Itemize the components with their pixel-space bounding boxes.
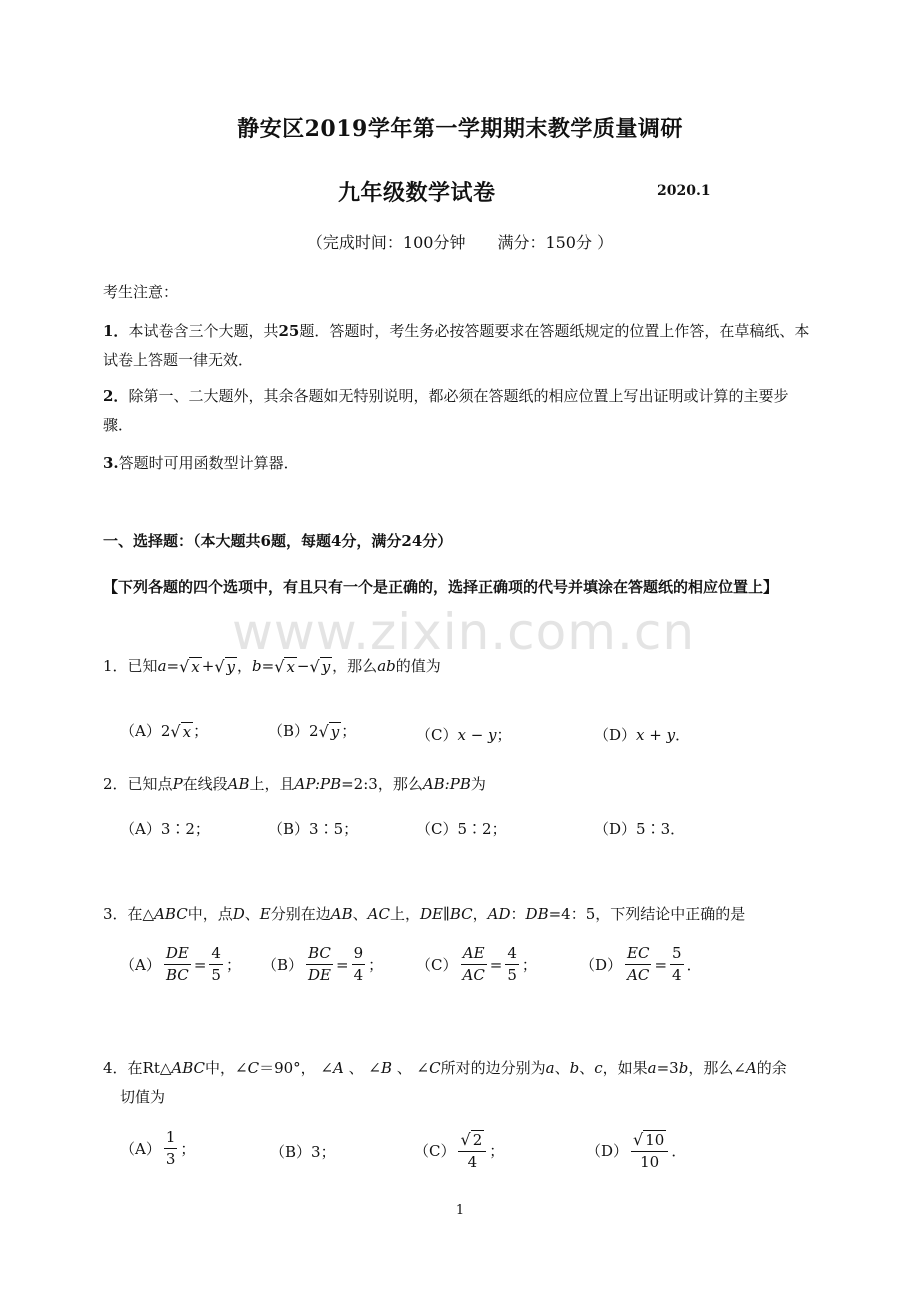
q2-number: 2． bbox=[103, 775, 128, 793]
q4-angle-c: C bbox=[247, 1059, 260, 1077]
q3-option-a-eq: = bbox=[193, 955, 207, 974]
q3-side-ab: AB bbox=[330, 905, 353, 923]
q3-option-d[interactable] bbox=[580, 944, 702, 985]
q3-option-c-numerator: AE bbox=[461, 944, 487, 965]
q3-option-b-denominator: DE bbox=[308, 966, 332, 984]
q3-option-b-numerator: BC bbox=[306, 944, 333, 965]
q4-option-b[interactable]: （B）3； bbox=[270, 1143, 336, 1161]
q1-number: 1． bbox=[103, 657, 128, 675]
q1-option-a-end: ； bbox=[193, 722, 209, 740]
q4-option-d-numerator bbox=[631, 1128, 668, 1152]
exam-title: 静安区2019学年第一学期期末教学质量调研 bbox=[237, 116, 683, 142]
q1-var-a: a bbox=[157, 656, 167, 675]
section-1-heading: 一、选择题：（本大题共6题，每题4分，满分24分） bbox=[103, 532, 453, 550]
q4-angle-a2: A bbox=[745, 1059, 757, 1077]
q3-option-a-ratio-den: 5 bbox=[211, 966, 221, 984]
q4-angle-b: B bbox=[380, 1059, 393, 1077]
q1-sqrt-x-2: √ x bbox=[274, 657, 295, 676]
q4-option-c-fraction bbox=[458, 1128, 486, 1172]
q4-option-c-sqrt: √ 2 bbox=[460, 1130, 483, 1149]
q3-option-b-end: ； bbox=[368, 956, 384, 974]
q3-option-d-label: （D） bbox=[580, 956, 623, 974]
q3-text-e: ， bbox=[472, 905, 488, 923]
q4-text-d: 所对的边分别为 bbox=[440, 1059, 546, 1077]
q1-option-c[interactable] bbox=[416, 724, 512, 745]
q4-option-d-end: ． bbox=[671, 1141, 687, 1160]
q1-sqrt-x-1: √ x bbox=[179, 657, 200, 676]
q4-option-d[interactable] bbox=[586, 1128, 686, 1172]
q4-option-d-denominator: 10 bbox=[640, 1153, 660, 1171]
q4-side-b: b bbox=[569, 1059, 580, 1077]
q3-option-b-ratio-den: 4 bbox=[353, 966, 364, 984]
q2-text-a: 已知点 bbox=[127, 775, 173, 793]
q3-ad: AD bbox=[487, 905, 511, 923]
q4-text-h: 的余 bbox=[756, 1059, 787, 1077]
q3-option-b-fraction bbox=[306, 944, 333, 985]
q4-option-c-label: （C） bbox=[414, 1141, 456, 1160]
q2-text-b: 在线段 bbox=[182, 775, 228, 793]
q2-option-d[interactable]: （D）5∶3． bbox=[594, 820, 686, 838]
q4-text-f: =3 bbox=[656, 1059, 679, 1077]
q4-option-d-sqrt: √ 10 bbox=[633, 1130, 665, 1149]
q4-sep-3: 、 bbox=[554, 1059, 570, 1077]
q1-plus: + bbox=[201, 656, 215, 675]
q4-cond-b: b bbox=[678, 1059, 689, 1077]
q1-sqrt-y-1: √ y bbox=[214, 657, 236, 676]
q1-sqrt-y-1-arg: y bbox=[226, 658, 236, 676]
q4-text-c: ＝90°， ∠ bbox=[259, 1059, 334, 1077]
q1-comma: ， bbox=[237, 657, 253, 675]
q2-ask: AB:PB bbox=[422, 775, 471, 793]
q4-text-a: 在Rt△ bbox=[127, 1059, 172, 1077]
notice-item-2 bbox=[103, 382, 818, 440]
q1-eq2: = bbox=[261, 656, 275, 675]
q4-option-c-denominator: 4 bbox=[467, 1153, 478, 1171]
notice-item-3-number: 3. bbox=[103, 454, 119, 472]
q4-option-a[interactable] bbox=[120, 1128, 195, 1169]
q4-angle-a: A bbox=[333, 1059, 344, 1077]
q3-option-d-ratio bbox=[670, 944, 684, 985]
q1-option-a[interactable] bbox=[120, 720, 208, 741]
q1-option-c-label: （C） bbox=[416, 726, 458, 744]
q4-option-d-fraction bbox=[631, 1128, 668, 1172]
q4-option-c[interactable] bbox=[414, 1128, 504, 1172]
q2-option-c[interactable]: （C）5∶2； bbox=[416, 820, 507, 838]
notice-item-1-text-a: 本试卷含三个大题，共 bbox=[128, 322, 279, 340]
exam-date: 2020.1 bbox=[657, 183, 711, 199]
q3-triangle: ABC bbox=[154, 905, 188, 923]
q3-option-c-end: ； bbox=[521, 956, 537, 974]
section-1-instruction: 【下列各题的四个选项中，有且只有一个是正确的，选择正确项的代号并填涂在答题纸的相应位置上】 bbox=[103, 578, 779, 596]
q1-option-d-end: ． bbox=[675, 726, 691, 744]
q3-sep-1: 、 bbox=[244, 905, 260, 923]
q1-sqrt-x-2-arg: x bbox=[286, 658, 295, 676]
q1-post-b: 的值为 bbox=[395, 657, 441, 675]
question-3 bbox=[103, 903, 745, 924]
q3-option-c-label: （C） bbox=[416, 956, 458, 974]
q3-option-a[interactable] bbox=[120, 944, 241, 985]
q4-text-b: 中，∠ bbox=[205, 1059, 248, 1077]
page-number: 1 bbox=[455, 1203, 465, 1218]
q3-option-b-label: （B） bbox=[262, 956, 304, 974]
q1-option-a-sqrt-arg: x bbox=[182, 723, 192, 741]
q3-option-d-denominator: AC bbox=[627, 966, 650, 984]
notice-item-1-text-b: 题．答题时，考生务必按答题要求在答题纸规定的位置上作答，在草稿纸、本试卷上答题一律无效． bbox=[103, 322, 810, 369]
q1-option-d[interactable] bbox=[594, 724, 690, 745]
q1-option-b-sqrt-arg: y bbox=[330, 723, 340, 741]
q4-option-d-label: （D） bbox=[586, 1141, 629, 1160]
q1-option-d-expr: x + y bbox=[636, 725, 676, 744]
q4-triangle: ABC bbox=[171, 1059, 206, 1077]
q1-sqrt-x-1-arg: x bbox=[191, 658, 200, 676]
notice-item-1-number: 1． bbox=[103, 322, 129, 340]
q3-option-a-fraction bbox=[164, 944, 191, 985]
q1-post-a: ，那么 bbox=[332, 657, 378, 675]
q4-option-c-sqrt-arg: 2 bbox=[472, 1131, 483, 1149]
q4-sep-4: 、 bbox=[579, 1059, 595, 1077]
q3-colon: ： bbox=[510, 905, 526, 923]
q3-option-d-ratio-den: 4 bbox=[672, 966, 682, 984]
q2-text-e: 为 bbox=[470, 775, 486, 793]
q1-var-ab: ab bbox=[377, 656, 396, 675]
q3-option-d-numerator: EC bbox=[625, 944, 651, 965]
q3-option-c-ratio bbox=[505, 944, 519, 985]
q3-option-d-eq: = bbox=[654, 955, 668, 974]
q3-text-c: 分别在边 bbox=[270, 905, 331, 923]
q4-text-g: ，那么∠ bbox=[688, 1059, 746, 1077]
q4-side-a: a bbox=[545, 1059, 555, 1077]
q2-text-d: =2:3，那么 bbox=[341, 775, 423, 793]
q4-sep-2: 、 ∠ bbox=[392, 1059, 430, 1077]
q3-number: 3． bbox=[103, 905, 128, 923]
q3-option-b-ratio bbox=[352, 944, 366, 985]
q4-angle-c2: C bbox=[429, 1059, 441, 1077]
q2-segment-ab: AB bbox=[227, 775, 250, 793]
q4-sep-1: 、 ∠ bbox=[343, 1059, 381, 1077]
q1-pre: 已知 bbox=[127, 657, 158, 675]
q3-option-a-ratio-num: 4 bbox=[209, 944, 223, 965]
watermark-text: www.zixin.com.cn bbox=[232, 603, 696, 661]
q3-option-c-ratio-num: 4 bbox=[505, 944, 519, 965]
q4-option-d-sqrt-arg: 10 bbox=[645, 1131, 665, 1149]
q3-option-d-fraction bbox=[625, 944, 651, 985]
q1-eq1: = bbox=[166, 656, 180, 675]
question-4 bbox=[103, 1057, 787, 1078]
q3-de: DE bbox=[419, 905, 443, 923]
q3-option-a-label: （A） bbox=[120, 956, 161, 974]
q1-option-c-end: ； bbox=[496, 726, 512, 744]
q4-option-c-end: ； bbox=[489, 1141, 505, 1160]
q4-option-a-numerator: 1 bbox=[164, 1128, 178, 1149]
q1-option-a-label: （A） bbox=[120, 722, 161, 740]
q3-option-a-ratio bbox=[209, 944, 223, 985]
q1-option-b-label: （B） bbox=[268, 722, 310, 740]
notice-item-1 bbox=[103, 317, 818, 375]
q3-side-ac: AC bbox=[367, 905, 390, 923]
q4-text-e: ，如果 bbox=[602, 1059, 648, 1077]
q3-option-c-fraction bbox=[460, 944, 486, 985]
q3-point-d: D bbox=[232, 905, 245, 923]
notice-item-3-text: 答题时可用函数型计算器． bbox=[118, 454, 299, 472]
q1-option-b[interactable] bbox=[268, 720, 356, 741]
q3-option-b-eq: = bbox=[336, 955, 349, 974]
q3-text-a: 在△ bbox=[127, 905, 155, 923]
q3-option-a-numerator: DE bbox=[164, 944, 191, 965]
q4-line-2: 切值为 bbox=[120, 1088, 166, 1106]
q3-option-a-denominator: BC bbox=[165, 966, 189, 984]
notice-item-1-bold: 25 bbox=[278, 322, 300, 340]
q1-var-b: b bbox=[252, 656, 262, 675]
notice-item-3 bbox=[103, 449, 818, 478]
q3-parallel: ∥ bbox=[442, 905, 450, 923]
q3-sep-2: 、 bbox=[352, 905, 368, 923]
q2-text-c: 上，且 bbox=[249, 775, 295, 793]
q2-ratio: AP:PB bbox=[294, 775, 342, 793]
q3-option-a-end: ； bbox=[225, 956, 241, 974]
q4-cond-a: a bbox=[647, 1059, 657, 1077]
q1-option-b-sqrt: √ y bbox=[318, 722, 340, 741]
q1-option-a-sqrt: √ x bbox=[170, 722, 192, 741]
q4-option-c-numerator bbox=[458, 1128, 486, 1152]
q1-option-b-end: ； bbox=[341, 722, 357, 740]
exam-info: （完成时间：100分钟 满分：150分 ） bbox=[306, 233, 614, 252]
q3-option-c[interactable] bbox=[416, 944, 537, 985]
q3-text-f: =4：5，下列结论中正确的是 bbox=[548, 905, 746, 923]
exam-subtitle: 九年级数学试卷 bbox=[338, 180, 496, 206]
q1-option-b-coef: 2 bbox=[309, 721, 319, 740]
q4-option-a-end: ； bbox=[180, 1140, 196, 1158]
q3-bc: BC bbox=[449, 905, 473, 923]
q3-text-b: 中，点 bbox=[187, 905, 233, 923]
q1-minus: − bbox=[296, 656, 310, 675]
q3-option-b-ratio-num: 9 bbox=[352, 944, 366, 965]
q2-option-a[interactable]: （A）3∶2； bbox=[120, 820, 210, 838]
q3-option-c-ratio-den: 5 bbox=[507, 966, 517, 984]
notice-heading: 考生注意： bbox=[103, 283, 179, 301]
q4-side-c: c bbox=[594, 1059, 603, 1077]
q3-option-c-denominator: AC bbox=[462, 966, 485, 984]
q3-option-d-end: ． bbox=[686, 956, 702, 974]
q1-option-a-coef: 2 bbox=[160, 721, 171, 740]
q4-number: 4． bbox=[103, 1059, 128, 1077]
notice-item-2-number: 2． bbox=[103, 387, 129, 405]
q3-option-c-eq: = bbox=[489, 955, 503, 974]
q4-option-a-label: （A） bbox=[120, 1140, 161, 1158]
q3-text-d: 上， bbox=[389, 905, 420, 923]
q1-option-c-expr: x − y bbox=[457, 725, 497, 744]
q1-sqrt-y-2-arg: y bbox=[321, 658, 331, 676]
question-2 bbox=[103, 773, 486, 794]
q3-point-e: E bbox=[259, 905, 271, 923]
q3-option-b[interactable] bbox=[262, 944, 383, 985]
q1-option-d-label: （D） bbox=[594, 726, 637, 744]
q4-option-a-denominator: 3 bbox=[165, 1150, 176, 1168]
question-1 bbox=[103, 655, 441, 676]
q3-option-d-ratio-num: 5 bbox=[670, 944, 684, 965]
q4-option-a-fraction bbox=[164, 1128, 178, 1169]
q2-point-p: P bbox=[172, 775, 183, 793]
notice-item-2-text: 除第一、二大题外，其余各题如无特别说明，都必须在答题纸的相应位置上写出证明或计算的主要步骤． bbox=[103, 387, 789, 434]
q1-sqrt-y-2: √ y bbox=[309, 657, 331, 676]
q3-db: DB bbox=[525, 905, 549, 923]
q2-option-b[interactable]: （B）3∶5； bbox=[268, 820, 359, 838]
